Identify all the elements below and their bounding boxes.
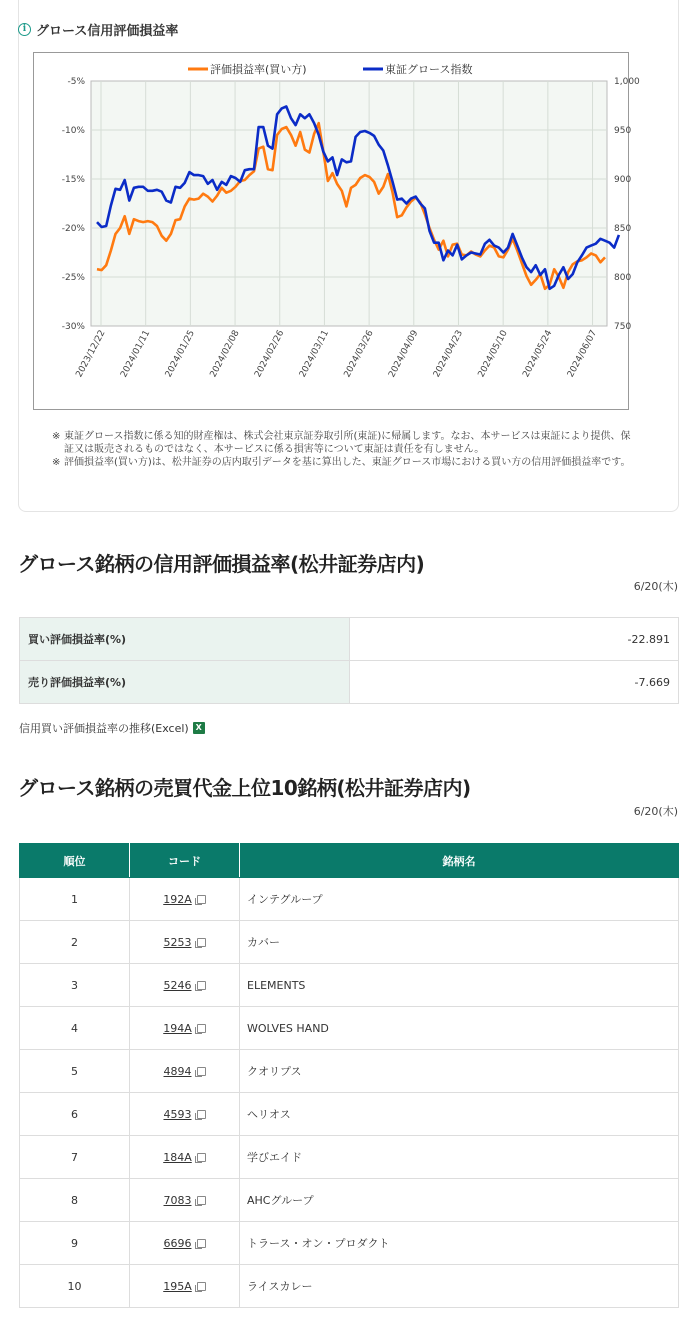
rank-cell: 2 [20,921,130,964]
table-row [20,1265,679,1308]
y-right-tick-label: 850 [614,224,632,234]
table-row [20,618,679,661]
chart-note: ※ 東証グロース指数に係る知的財産権は、株式会社東京証券取引所(東証)に帰属します。なお、本サービスは東証により提供、保証又は販売されるものではなく、本サービスに係る損害等について東証は責任を有しません。 [52,431,631,455]
buy-rate-value: -22.891 [350,618,679,661]
y-right-tick-label: 900 [614,175,632,185]
code-cell [130,1007,240,1050]
code-cell [130,1093,240,1136]
code-cell [130,1265,240,1308]
rank-cell: 3 [20,964,130,1007]
rank-cell: 5 [20,1050,130,1093]
x-tick-label: 2023/12/22 [74,328,108,380]
chart-header [18,20,178,39]
code-cell [130,921,240,964]
stock-code-link[interactable]: 4593 [163,1107,192,1121]
copy-icon[interactable] [197,1239,206,1248]
x-tick-label: 2024/05/24 [521,328,555,380]
stock-code-link[interactable]: 7083 [163,1193,192,1207]
y-left-tick-label: -25% [61,273,85,283]
x-tick-label: 2024/01/25 [163,328,198,380]
table-row [20,1179,679,1222]
x-tick-label: 2024/03/11 [297,328,332,380]
table-row [20,1136,679,1179]
table-row [20,964,679,1007]
y-left-tick-label: -20% [61,224,85,234]
copy-icon[interactable] [197,1110,206,1119]
y-left-tick-label: -15% [61,175,85,185]
sell-rate-label: 売り評価損益率(%) [20,661,350,704]
header-rank: 順位 [20,844,130,878]
stock-name-cell: AHCグループ [240,1179,679,1222]
x-tick-label: 2024/03/26 [342,328,376,380]
table-row [20,921,679,964]
excel-file-icon[interactable]: X [193,722,205,734]
stock-name-cell: 学びエイド [240,1136,679,1179]
stock-code-link[interactable]: 194A [163,1021,192,1035]
rank-cell: 4 [20,1007,130,1050]
stock-name-cell: カバー [240,921,679,964]
buy-rate-label: 買い評価損益率(%) [20,618,350,661]
copy-icon[interactable] [197,895,206,904]
header-code: コード [130,844,240,878]
rank-cell: 6 [20,1093,130,1136]
excel-download-link[interactable] [19,720,205,736]
x-tick-label: 2024/02/08 [208,328,242,380]
rank-cell: 8 [20,1179,130,1222]
copy-icon[interactable] [197,1024,206,1033]
stock-name-cell: インテグループ [240,878,679,921]
x-tick-label: 2024/05/10 [476,328,510,380]
code-cell [130,964,240,1007]
copy-icon[interactable] [197,1067,206,1076]
table-row [20,1222,679,1265]
rank-cell: 10 [20,1265,130,1308]
ranking-table [19,843,679,1308]
chart-note-text: 東証グロース指数に係る知的財産権は、株式会社東京証券取引所(東証)に帰属します。なお、本サービスは東証により提供、保証又は販売されるものではなく、本サービスに係る損害等について東証は責任を有しません。 [64,431,631,455]
code-cell [130,1136,240,1179]
copy-icon[interactable] [197,981,206,990]
stock-code-link[interactable]: 4894 [163,1064,192,1078]
rank-section-title: グロース銘柄の売買代金上位10銘柄(松井証券店内) [18,776,471,800]
y-left-tick-label: -10% [61,126,85,136]
header-name: 銘柄名 [240,844,679,878]
x-tick-label: 2024/02/26 [253,328,287,380]
stock-name-cell: トラース・オン・プロダクト [240,1222,679,1265]
table-row [20,661,679,704]
y-right-tick-label: 750 [614,322,632,332]
code-cell [130,1050,240,1093]
credit-rate-chart [33,52,640,410]
x-tick-label: 2024/04/09 [387,328,421,380]
code-cell [130,1222,240,1265]
excel-link-label[interactable]: 信用買い評価損益率の推移(Excel) [19,722,189,735]
rank-cell: 7 [20,1136,130,1179]
y-left-tick-label: -30% [61,322,85,332]
y-right-tick-label: 950 [614,126,632,136]
stock-name-cell: ヘリオス [240,1093,679,1136]
sell-rate-value: -7.669 [350,661,679,704]
stock-name-cell: クオリプス [240,1050,679,1093]
chart-note: ※ 評価損益率(買い方)は、松井証券の店内取引データを基に算出した、東証グロース市場における買い方の信用評価損益率です。 [52,457,631,468]
table-row [20,1093,679,1136]
y-right-tick-label: 1,000 [614,77,640,87]
x-tick-label: 2024/01/11 [119,328,153,380]
table-header-row [20,844,679,878]
chart-note-text: 評価損益率(買い方)は、松井証券の店内取引データを基に算出した、東証グロース市場における買い方の信用評価損益率です。 [64,457,631,468]
copy-icon[interactable] [197,1196,206,1205]
stock-code-link[interactable]: 5246 [163,978,192,992]
stock-code-link[interactable]: 6696 [163,1236,192,1250]
table-row [20,1007,679,1050]
legend-label: 評価損益率(買い方) [210,63,307,76]
copy-icon[interactable] [197,1153,206,1162]
rate-section-title: グロース銘柄の信用評価損益率(松井証券店内) [18,552,425,576]
rate-table [19,617,679,704]
stock-name-cell: ELEMENTS [240,964,679,1007]
copy-icon[interactable] [197,1282,206,1291]
x-tick-label: 2024/06/07 [565,328,600,380]
stock-name-cell: ライスカレー [240,1265,679,1308]
stock-code-link[interactable]: 5253 [163,935,192,949]
rank-cell: 9 [20,1222,130,1265]
code-cell [130,878,240,921]
legend-label: 東証グロース指数 [385,63,473,76]
x-tick-label: 2024/04/23 [431,328,466,380]
stock-name-cell: WOLVES HAND [240,1007,679,1050]
code-cell [130,1179,240,1222]
rate-date: 6/20(木) [633,580,678,593]
y-right-tick-label: 800 [614,273,632,283]
info-icon[interactable]: i [18,23,31,36]
y-left-tick-label: -5% [67,77,85,87]
rank-cell: 1 [20,878,130,921]
rank-date: 6/20(木) [633,805,678,818]
chart-title: グロース信用評価損益率 [36,24,179,39]
table-row [20,878,679,921]
ranking-body [20,878,679,1308]
stock-code-link[interactable]: 195A [163,1279,192,1293]
stock-code-link[interactable]: 184A [163,1150,192,1164]
chart-notes [52,430,632,469]
stock-code-link[interactable]: 192A [163,892,192,906]
copy-icon[interactable] [197,938,206,947]
table-row [20,1050,679,1093]
plot-area [91,81,607,326]
